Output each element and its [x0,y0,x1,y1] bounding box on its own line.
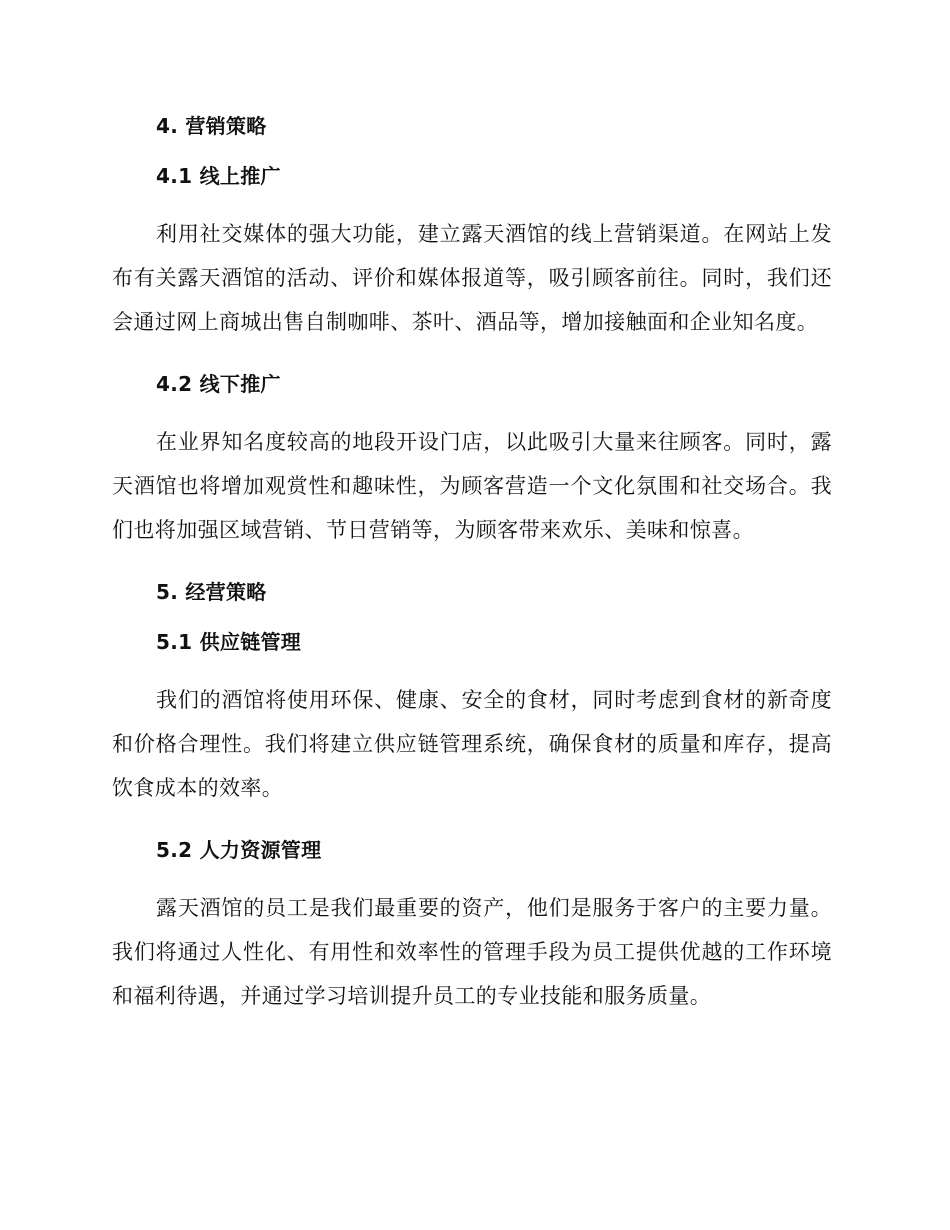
subsection-heading-online-promotion: 4.1 线上推广 [156,164,281,188]
paragraph-supply-chain: 我们的酒馆将使用环保、健康、安全的食材，同时考虑到食材的新奇度和价格合理性。我们将建立供应链管理系统，确保食材的质量和库存，提高饮食成本的效率。 [112,688,832,800]
paragraph-online-promotion: 利用社交媒体的强大功能，建立露天酒馆的线上营销渠道。在网站上发布有关露天酒馆的活动、评价和媒体报道等，吸引顾客前往。同时，我们还会通过网上商城出售自制咖啡、茶叶、酒品等，增加接触面和企业知名度。 [112,222,832,334]
section-heading-marketing: 4. 营销策略 [156,114,267,138]
subsection-heading-supply-chain: 5.1 供应链管理 [156,630,302,654]
subsection-heading-offline-promotion: 4.2 线下推广 [156,372,281,396]
subsection-heading-human-resources: 5.2 人力资源管理 [156,838,322,862]
paragraph-offline-promotion: 在业界知名度较高的地段开设门店，以此吸引大量来往顾客。同时，露天酒馆也将增加观赏性和趣味性，为顾客营造一个文化氛围和社交场合。我们也将加强区域营销、节日营销等，为顾客带来欢乐、美味和惊喜。 [112,430,832,542]
paragraph-human-resources: 露天酒馆的员工是我们最重要的资产，他们是服务于客户的主要力量。我们将通过人性化、有用性和效率性的管理手段为员工提供优越的工作环境和福利待遇，并通过学习培训提升员工的专业技能和服务质量。 [112,896,832,1008]
section-heading-operations: 5. 经营策略 [156,580,267,604]
document-page [112,112,832,1018]
